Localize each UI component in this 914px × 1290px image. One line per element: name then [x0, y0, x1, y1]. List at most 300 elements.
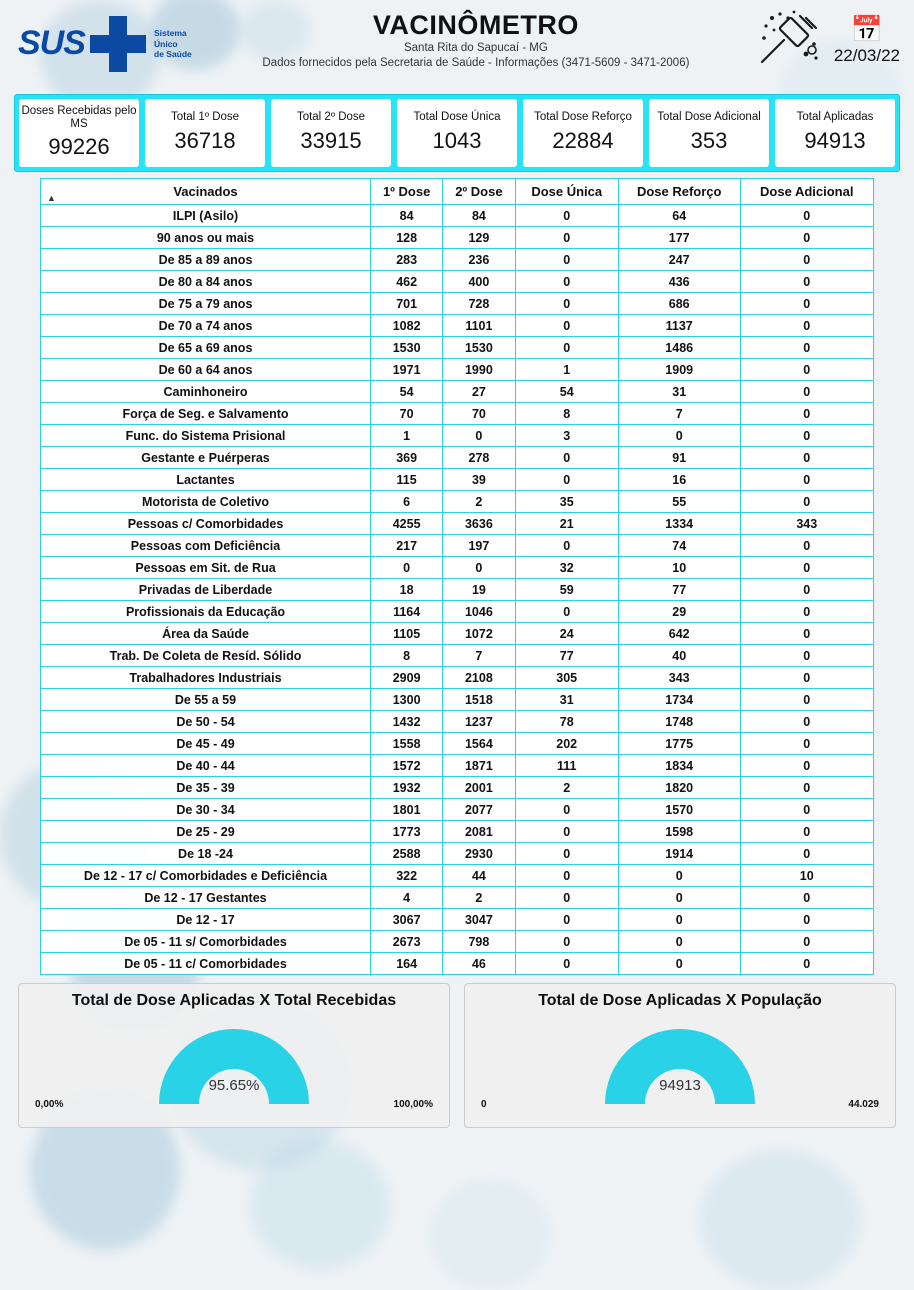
row-value: 0 — [740, 645, 873, 667]
sus-logo-subtitle — [154, 28, 192, 60]
row-value: 54 — [371, 381, 443, 403]
row-value: 642 — [618, 623, 740, 645]
gauge-title: Total de Dose Aplicadas X Total Recebidas — [71, 992, 397, 1009]
row-value: 46 — [443, 953, 515, 975]
gauge-max-label: 44.029 — [848, 1099, 879, 1110]
row-category: De 30 - 34 — [41, 799, 371, 821]
row-value: 0 — [740, 887, 873, 909]
row-value: 0 — [740, 227, 873, 249]
kpi-total-dose-adicional — [649, 99, 769, 167]
row-value: 0 — [740, 579, 873, 601]
row-value: 278 — [443, 447, 515, 469]
table-row — [41, 821, 874, 843]
table-row — [41, 315, 874, 337]
column-header-dose-unica[interactable]: Dose Única — [515, 179, 618, 205]
row-value: 0 — [515, 601, 618, 623]
row-value: 400 — [443, 271, 515, 293]
header-right — [754, 6, 906, 72]
row-category: Motorista de Coletivo — [41, 491, 371, 513]
row-category: De 25 - 29 — [41, 821, 371, 843]
row-value: 0 — [740, 953, 873, 975]
table-row — [41, 337, 874, 359]
row-category: De 65 a 69 anos — [41, 337, 371, 359]
row-value: 39 — [443, 469, 515, 491]
row-value: 462 — [371, 271, 443, 293]
row-value: 0 — [618, 953, 740, 975]
row-value: 18 — [371, 579, 443, 601]
table-row — [41, 469, 874, 491]
row-value: 0 — [515, 931, 618, 953]
row-value: 0 — [515, 799, 618, 821]
row-value: 0 — [740, 491, 873, 513]
table-row — [41, 513, 874, 535]
row-category: Pessoas c/ Comorbidades — [41, 513, 371, 535]
row-category: Força de Seg. e Salvamento — [41, 403, 371, 425]
report-date: 22/03/22 — [833, 46, 900, 65]
row-value: 3636 — [443, 513, 515, 535]
row-value: 0 — [515, 843, 618, 865]
row-value: 0 — [740, 733, 873, 755]
row-category: De 50 - 54 — [41, 711, 371, 733]
row-value: 2081 — [443, 821, 515, 843]
kpi-total-2-dose — [271, 99, 391, 167]
row-value: 1072 — [443, 623, 515, 645]
row-value: 31 — [618, 381, 740, 403]
row-value: 701 — [371, 293, 443, 315]
row-value: 0 — [618, 931, 740, 953]
row-value: 1530 — [371, 337, 443, 359]
row-value: 0 — [740, 315, 873, 337]
row-value: 0 — [618, 909, 740, 931]
table-row — [41, 909, 874, 931]
row-category: De 35 - 39 — [41, 777, 371, 799]
table-row — [41, 293, 874, 315]
row-category: Pessoas com Deficiência — [41, 535, 371, 557]
row-value: 2673 — [371, 931, 443, 953]
row-value: 322 — [371, 865, 443, 887]
row-value: 0 — [740, 381, 873, 403]
row-value: 0 — [515, 887, 618, 909]
row-value: 202 — [515, 733, 618, 755]
row-value: 111 — [515, 755, 618, 777]
kpi-label: Total 1º Dose — [170, 111, 240, 124]
row-value: 1570 — [618, 799, 740, 821]
row-value: 686 — [618, 293, 740, 315]
row-value: 0 — [515, 315, 618, 337]
row-value: 1046 — [443, 601, 515, 623]
row-category: De 80 a 84 anos — [41, 271, 371, 293]
kpi-doses-recebidas — [19, 99, 139, 167]
column-header-label: Vacinados — [173, 184, 238, 199]
table-row — [41, 227, 874, 249]
column-header-vacinados[interactable] — [41, 179, 371, 205]
gauge-aplicadas-vs-recebidas — [18, 983, 450, 1128]
row-value: 1105 — [371, 623, 443, 645]
kpi-total-dose-unica — [397, 99, 517, 167]
row-value: 2 — [515, 777, 618, 799]
row-category: De 45 - 49 — [41, 733, 371, 755]
table-row — [41, 667, 874, 689]
row-value: 2077 — [443, 799, 515, 821]
gauge-value: 95.65% — [208, 1077, 260, 1094]
row-value: 0 — [740, 271, 873, 293]
kpi-label: Total 2º Dose — [296, 111, 366, 124]
gauge-min-label: 0,00% — [35, 1099, 64, 1110]
row-value: 1101 — [443, 315, 515, 337]
gauge-value: 94913 — [659, 1077, 701, 1094]
row-value: 115 — [371, 469, 443, 491]
row-value: 0 — [371, 557, 443, 579]
row-value: 40 — [618, 645, 740, 667]
table-row — [41, 447, 874, 469]
page-subtitle: Santa Rita do Sapucaí - MG — [403, 42, 548, 54]
row-value: 0 — [740, 403, 873, 425]
row-value: 35 — [515, 491, 618, 513]
row-value: 0 — [740, 821, 873, 843]
row-value: 78 — [515, 711, 618, 733]
row-value: 3067 — [371, 909, 443, 931]
row-value: 0 — [515, 909, 618, 931]
row-value: 55 — [618, 491, 740, 513]
column-header-dose-adicional[interactable]: Dose Adicional — [740, 179, 873, 205]
table-row — [41, 733, 874, 755]
row-value: 1820 — [618, 777, 740, 799]
row-value: 0 — [740, 359, 873, 381]
gauge-title: Total de Dose Aplicadas X População — [538, 992, 822, 1009]
row-value: 1834 — [618, 755, 740, 777]
row-value: 3047 — [443, 909, 515, 931]
row-value: 1300 — [371, 689, 443, 711]
row-value: 1598 — [618, 821, 740, 843]
row-value: 0 — [740, 557, 873, 579]
table-row — [41, 887, 874, 909]
kpi-value: 33915 — [300, 127, 362, 153]
kpi-label: Total Dose Adicional — [657, 111, 761, 124]
kpi-label: Total Dose Reforço — [534, 111, 632, 124]
sus-logo-subtitle-line1: Sistema — [154, 28, 187, 38]
table-row — [41, 601, 874, 623]
table-header-row — [41, 179, 874, 205]
row-category: Privadas de Liberdade — [41, 579, 371, 601]
row-value: 236 — [443, 249, 515, 271]
row-value: 0 — [740, 909, 873, 931]
row-value: 0 — [515, 227, 618, 249]
row-value: 1530 — [443, 337, 515, 359]
row-category: Profissionais da Educação — [41, 601, 371, 623]
row-value: 0 — [740, 447, 873, 469]
row-category: De 12 - 17 Gestantes — [41, 887, 371, 909]
row-value: 44 — [443, 865, 515, 887]
row-category: Lactantes — [41, 469, 371, 491]
table-row — [41, 425, 874, 447]
row-value: 0 — [740, 535, 873, 557]
gauge-max-label: 100,00% — [393, 1099, 433, 1110]
row-value: 0 — [740, 623, 873, 645]
calendar-icon: 📅 — [850, 14, 884, 44]
row-value: 10 — [618, 557, 740, 579]
row-value: 64 — [618, 205, 740, 227]
table-row — [41, 557, 874, 579]
row-value: 0 — [740, 601, 873, 623]
gauge-aplicadas-vs-populacao — [464, 983, 896, 1128]
table-row — [41, 579, 874, 601]
kpi-total-aplicadas — [775, 99, 895, 167]
kpi-total-dose-reforco — [523, 99, 643, 167]
row-value: 4255 — [371, 513, 443, 535]
row-value: 1558 — [371, 733, 443, 755]
row-value: 343 — [740, 513, 873, 535]
kpi-value: 99226 — [48, 134, 110, 160]
row-value: 1082 — [371, 315, 443, 337]
table-row — [41, 931, 874, 953]
row-value: 1164 — [371, 601, 443, 623]
row-category: 90 anos ou mais — [41, 227, 371, 249]
kpi-value: 1043 — [432, 127, 482, 153]
row-value: 0 — [618, 425, 740, 447]
row-value: 0 — [740, 205, 873, 227]
gauge-area — [475, 1016, 885, 1116]
vaccination-table-wrapper — [40, 178, 874, 975]
row-category: De 40 - 44 — [41, 755, 371, 777]
table-row — [41, 843, 874, 865]
row-value: 247 — [618, 249, 740, 271]
row-value: 1564 — [443, 733, 515, 755]
table-row — [41, 205, 874, 227]
row-category: Gestante e Puérperas — [41, 447, 371, 469]
table-row — [41, 381, 874, 403]
row-value: 343 — [618, 667, 740, 689]
row-value: 0 — [740, 337, 873, 359]
row-value: 32 — [515, 557, 618, 579]
gauge-min-label: 0 — [481, 1099, 487, 1110]
row-category: De 18 -24 — [41, 843, 371, 865]
row-value: 728 — [443, 293, 515, 315]
date-block — [834, 16, 900, 66]
row-value: 129 — [443, 227, 515, 249]
sus-cross-icon — [90, 16, 146, 72]
kpi-label: Total Aplicadas — [796, 111, 874, 124]
row-value: 2588 — [371, 843, 443, 865]
table-row — [41, 711, 874, 733]
row-value: 0 — [515, 293, 618, 315]
table-row — [41, 491, 874, 513]
table-header — [41, 179, 874, 205]
row-value: 1518 — [443, 689, 515, 711]
row-value: 2 — [443, 491, 515, 513]
sort-ascending-icon: ▲ — [47, 193, 56, 203]
kpi-total-1-dose — [145, 99, 265, 167]
kpi-strip — [14, 94, 900, 172]
row-category: Caminhoneiro — [41, 381, 371, 403]
gauge-area — [29, 1016, 439, 1116]
row-value: 369 — [371, 447, 443, 469]
vaccination-table — [40, 178, 874, 975]
row-value: 1734 — [618, 689, 740, 711]
row-value: 70 — [443, 403, 515, 425]
row-value: 798 — [443, 931, 515, 953]
row-value: 1871 — [443, 755, 515, 777]
row-value: 0 — [740, 755, 873, 777]
row-category: De 12 - 17 — [41, 909, 371, 931]
row-category: De 60 a 64 anos — [41, 359, 371, 381]
row-value: 0 — [740, 711, 873, 733]
row-value: 2909 — [371, 667, 443, 689]
row-value: 3 — [515, 425, 618, 447]
page-title: VACINÔMETRO — [372, 10, 579, 40]
row-category: De 12 - 17 c/ Comorbidades e Deficiência — [41, 865, 371, 887]
page-info-line: Dados fornecidos pela Secretaria de Saúde - Informações (3471-5609 - 3471-2006) — [262, 57, 690, 69]
row-value: 77 — [618, 579, 740, 601]
table-row — [41, 865, 874, 887]
row-value: 1 — [371, 425, 443, 447]
row-value: 0 — [740, 249, 873, 271]
row-value: 0 — [515, 535, 618, 557]
table-row — [41, 535, 874, 557]
row-value: 0 — [740, 425, 873, 447]
title-block — [198, 6, 754, 69]
kpi-value: 94913 — [804, 127, 866, 153]
row-category: Trabalhadores Industriais — [41, 667, 371, 689]
row-value: 1237 — [443, 711, 515, 733]
row-value: 0 — [515, 821, 618, 843]
row-value: 128 — [371, 227, 443, 249]
sus-logo-subtitle-line2: Único — [154, 38, 178, 49]
row-value: 59 — [515, 579, 618, 601]
row-value: 0 — [443, 425, 515, 447]
row-value: 0 — [618, 887, 740, 909]
row-value: 4 — [371, 887, 443, 909]
table-row — [41, 645, 874, 667]
row-value: 0 — [740, 843, 873, 865]
row-value: 1801 — [371, 799, 443, 821]
kpi-value: 353 — [690, 127, 728, 153]
row-value: 197 — [443, 535, 515, 557]
row-value: 1486 — [618, 337, 740, 359]
table-row — [41, 403, 874, 425]
row-value: 0 — [515, 271, 618, 293]
row-value: 0 — [515, 205, 618, 227]
row-value: 0 — [515, 337, 618, 359]
row-category: De 05 - 11 s/ Comorbidades — [41, 931, 371, 953]
row-value: 1971 — [371, 359, 443, 381]
row-value: 84 — [443, 205, 515, 227]
row-value: 0 — [515, 447, 618, 469]
row-value: 0 — [515, 249, 618, 271]
row-category: De 55 a 59 — [41, 689, 371, 711]
row-value: 0 — [515, 469, 618, 491]
row-value: 0 — [740, 777, 873, 799]
sus-logo — [8, 6, 198, 74]
row-value: 16 — [618, 469, 740, 491]
kpi-label: Total Dose Única — [413, 111, 501, 124]
table-row — [41, 953, 874, 975]
row-value: 1914 — [618, 843, 740, 865]
table-row — [41, 623, 874, 645]
column-header-1-dose[interactable]: 1º Dose — [371, 179, 443, 205]
row-value: 2001 — [443, 777, 515, 799]
table-row — [41, 799, 874, 821]
row-value: 1909 — [618, 359, 740, 381]
kpi-value: 36718 — [174, 127, 236, 153]
table-row — [41, 689, 874, 711]
row-value: 0 — [740, 469, 873, 491]
row-category: Trab. De Coleta de Resíd. Sólido — [41, 645, 371, 667]
row-value: 29 — [618, 601, 740, 623]
row-value: 2108 — [443, 667, 515, 689]
row-value: 217 — [371, 535, 443, 557]
gauges-row — [18, 983, 896, 1128]
row-value: 2930 — [443, 843, 515, 865]
row-value: 1 — [515, 359, 618, 381]
kpi-label: Doses Recebidas pelo MS — [21, 104, 137, 130]
row-value: 1137 — [618, 315, 740, 337]
row-value: 0 — [443, 557, 515, 579]
row-category: De 75 a 79 anos — [41, 293, 371, 315]
table-row — [41, 249, 874, 271]
row-value: 0 — [515, 953, 618, 975]
table-body — [41, 205, 874, 975]
row-value: 2 — [443, 887, 515, 909]
row-value: 70 — [371, 403, 443, 425]
sus-logo-subtitle-line3: de Saúde — [154, 49, 192, 60]
row-value: 1572 — [371, 755, 443, 777]
row-value: 0 — [740, 799, 873, 821]
sus-logo-text: SUS — [18, 24, 85, 62]
row-value: 0 — [618, 865, 740, 887]
row-category: Pessoas em Sit. de Rua — [41, 557, 371, 579]
row-value: 283 — [371, 249, 443, 271]
row-value: 0 — [740, 931, 873, 953]
row-value: 1432 — [371, 711, 443, 733]
row-value: 77 — [515, 645, 618, 667]
row-category: ILPI (Asilo) — [41, 205, 371, 227]
row-category: De 05 - 11 c/ Comorbidades — [41, 953, 371, 975]
row-value: 31 — [515, 689, 618, 711]
row-category: Área da Saúde — [41, 623, 371, 645]
row-value: 74 — [618, 535, 740, 557]
row-value: 305 — [515, 667, 618, 689]
row-value: 1932 — [371, 777, 443, 799]
row-value: 84 — [371, 205, 443, 227]
kpi-value: 22884 — [552, 127, 614, 153]
row-value: 0 — [740, 293, 873, 315]
row-value: 0 — [740, 667, 873, 689]
row-value: 8 — [515, 403, 618, 425]
row-value: 27 — [443, 381, 515, 403]
table-row — [41, 359, 874, 381]
table-row — [41, 777, 874, 799]
row-value: 7 — [443, 645, 515, 667]
row-value: 177 — [618, 227, 740, 249]
row-value: 24 — [515, 623, 618, 645]
row-category: De 70 a 74 anos — [41, 315, 371, 337]
row-value: 1748 — [618, 711, 740, 733]
row-value: 1334 — [618, 513, 740, 535]
row-category: De 85 a 89 anos — [41, 249, 371, 271]
table-row — [41, 755, 874, 777]
column-header-2-dose[interactable]: 2º Dose — [443, 179, 515, 205]
row-value: 7 — [618, 403, 740, 425]
row-value: 54 — [515, 381, 618, 403]
row-value: 8 — [371, 645, 443, 667]
row-value: 1775 — [618, 733, 740, 755]
row-value: 10 — [740, 865, 873, 887]
row-value: 1990 — [443, 359, 515, 381]
row-value: 1773 — [371, 821, 443, 843]
column-header-dose-reforco[interactable]: Dose Reforço — [618, 179, 740, 205]
page-header — [8, 6, 906, 92]
row-value: 21 — [515, 513, 618, 535]
